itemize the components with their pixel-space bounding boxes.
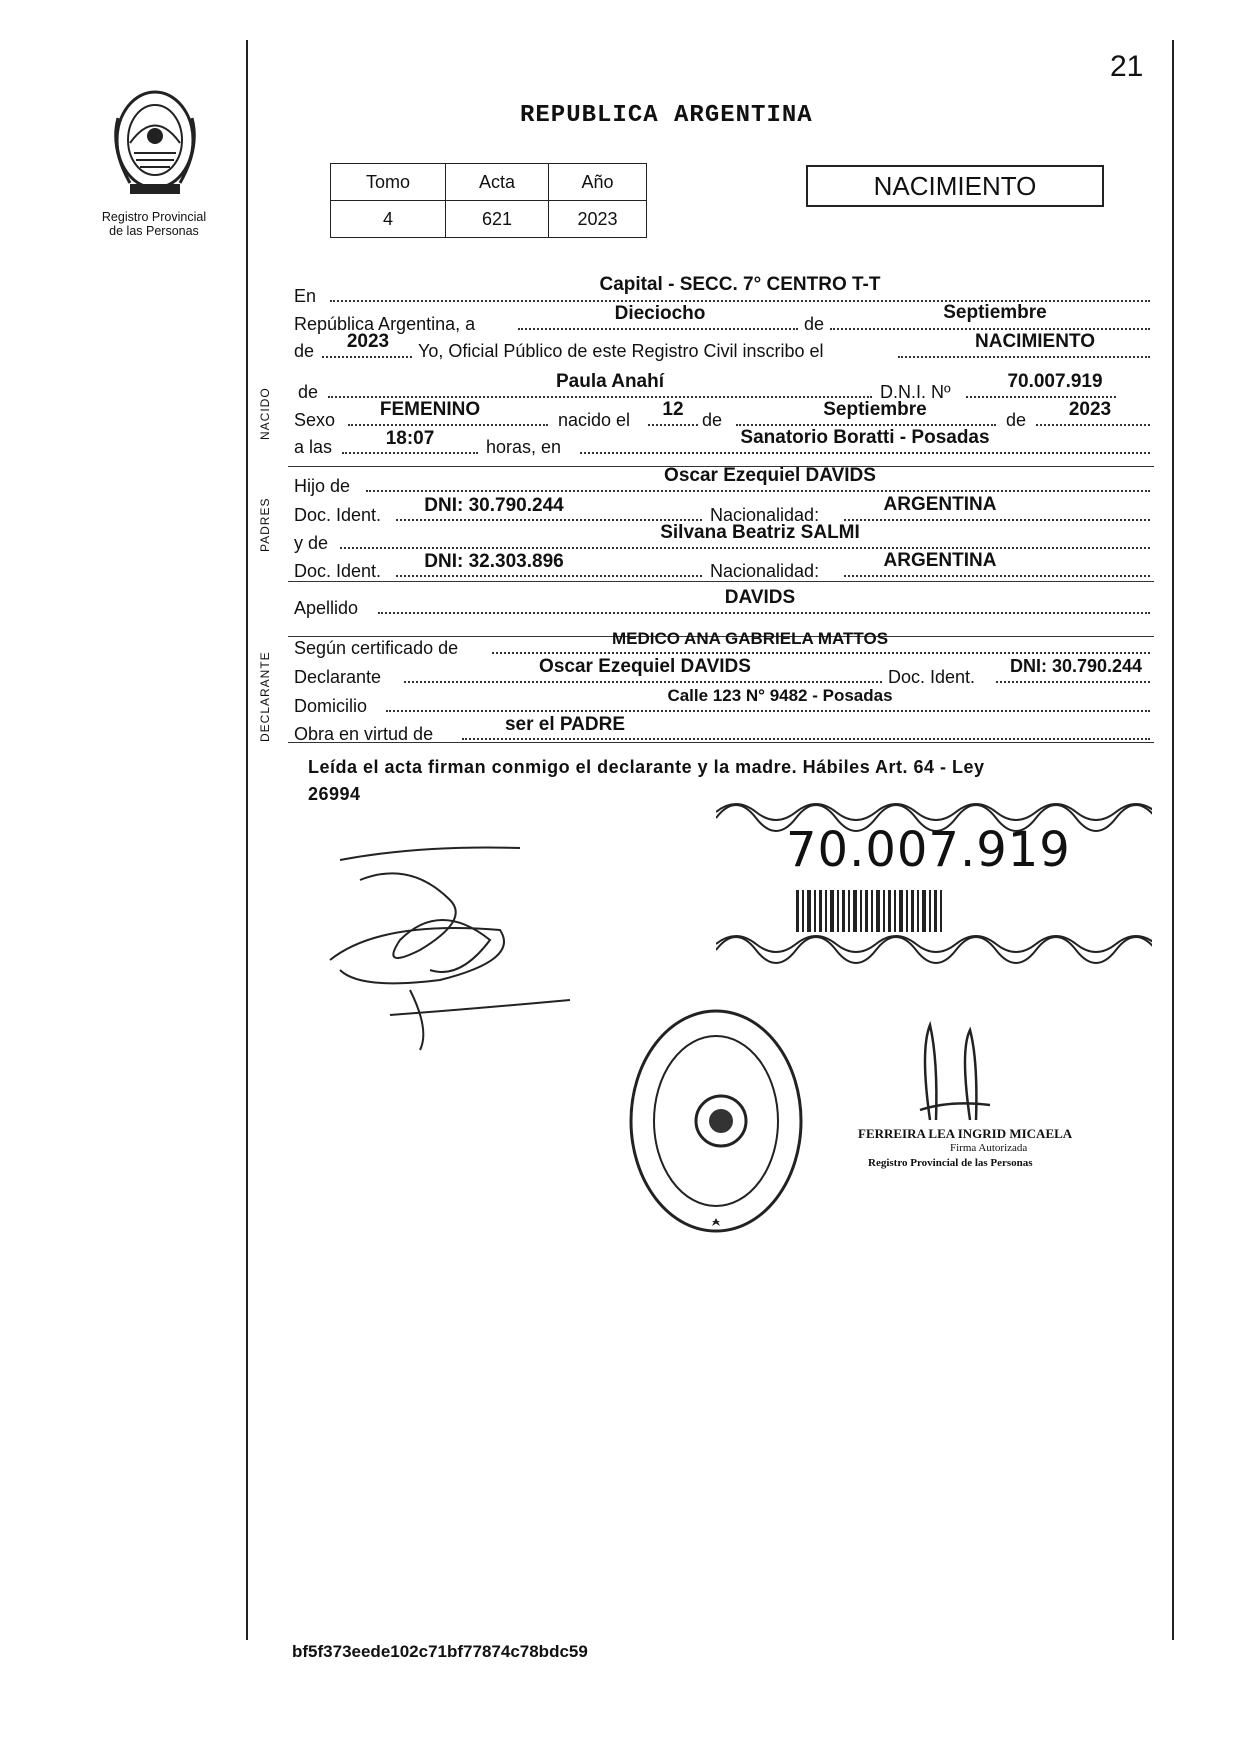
hijo-de-label: Hijo de [294, 476, 351, 496]
birth-time: 18:07 [385, 428, 435, 449]
domicilio-label: Domicilio [294, 696, 368, 716]
register-value-anio: 2023 [549, 201, 647, 238]
birth-day-dots [648, 424, 698, 426]
birth-year-dots [1036, 424, 1150, 426]
birth-place: Sanatorio Boratti - Posadas [740, 427, 990, 448]
birth-month-dots [736, 424, 996, 426]
father-name: Oscar Ezequiel DAVIDS [664, 465, 876, 486]
register-value-acta: 621 [446, 201, 549, 238]
logo-caption [84, 210, 224, 238]
register-header-row [331, 164, 647, 201]
day-word: Dieciocho [614, 303, 706, 324]
year-dots [322, 356, 412, 358]
de2-label: de [294, 341, 315, 361]
month-dots [830, 328, 1150, 330]
register-header-acta: Acta [446, 164, 549, 201]
father-doc-dots [396, 519, 702, 521]
child-dni: 70.007.919 [1007, 371, 1103, 392]
de1-label: de [804, 314, 825, 334]
authorized-signature [900, 1020, 1000, 1130]
signer-org: Registro Provincial de las Personas [868, 1157, 1033, 1169]
register-value-row [331, 201, 647, 238]
declarante-doc-dots [996, 681, 1150, 683]
horas-en-label: horas, en [486, 437, 562, 457]
sexo-dots [348, 424, 548, 426]
side-label-padres: PADRES [258, 497, 272, 552]
provincial-logo [100, 88, 210, 198]
doc-ident-label-2: Doc. Ident. [294, 561, 382, 581]
obra-dots [462, 738, 1150, 740]
day-dots [518, 328, 798, 330]
father-doc: DNI: 30.790.244 [424, 495, 564, 516]
mother-doc: DNI: 32.303.896 [424, 551, 564, 572]
segun-label: Según certificado de [294, 638, 459, 658]
birth-place-dots [580, 452, 1150, 454]
y-de-label: y de [294, 533, 329, 553]
stamp-number: 70.007.919 [786, 822, 1071, 878]
declarante-label: Declarante [294, 667, 382, 687]
signer-name: FERREIRA LEA INGRID MICAELA [858, 1126, 1073, 1141]
birth-year: 2023 [1068, 399, 1112, 420]
certificado-value: MEDICO ANA GABRIELA MATTOS [611, 629, 889, 648]
de3-label: de [298, 382, 319, 402]
father-nat: ARGENTINA [883, 494, 997, 515]
birth-day: 12 [662, 399, 684, 420]
domicilio-value: Calle 123 N° 9482 - Posadas [667, 686, 893, 705]
closing-note-line1: Leída el acta firman conmigo el declarante y la madre. Hábiles Art. 64 - Ley [308, 757, 985, 777]
doc-ident-label: Doc. Ident. [294, 505, 382, 525]
register-value-tomo: 4 [331, 201, 446, 238]
en-value: Capital - SECC. 7° CENTRO T-T [599, 274, 881, 295]
nacionalidad-label: Nacionalidad: [710, 505, 820, 525]
year-value: 2023 [346, 331, 390, 352]
declarant-signature [320, 840, 580, 1060]
declarante-doc: DNI: 30.790.244 [1009, 656, 1143, 676]
register-table [330, 163, 647, 238]
register-header-tomo: Tomo [331, 164, 446, 201]
mother-doc-dots [396, 575, 702, 577]
father-name-dots [366, 490, 1150, 492]
act-type-box: NACIMIENTO [806, 165, 1104, 207]
doc-ident-label-3: Doc. Ident. [888, 667, 976, 687]
logo-caption-line2: de las Personas [109, 224, 199, 238]
sexo-value: FEMENINO [379, 399, 481, 420]
de5-label: de [1006, 410, 1027, 430]
side-label-declarante: DECLARANTE [258, 651, 272, 742]
obra-value: ser el PADRE [504, 714, 626, 735]
side-label-nacido: NACIDO [258, 387, 272, 440]
birth-time-dots [342, 452, 478, 454]
declarante-dots [404, 681, 882, 683]
security-stamp [716, 790, 1152, 980]
oficial-text: Yo, Oficial Público de este Registro Civil inscribo el [418, 341, 824, 361]
mother-name: Silvana Beatriz SALMI [660, 522, 860, 543]
child-name: Paula Anahí [555, 371, 665, 392]
signer-role: Firma Autorizada [950, 1142, 1028, 1154]
apellido-dots [378, 612, 1150, 614]
mother-nat-dots [844, 575, 1150, 577]
republica-label: República Argentina, a [294, 314, 476, 334]
certificado-dots [492, 652, 1150, 654]
page-title: REPUBLICA ARGENTINA [520, 102, 813, 129]
page-number: 21 [1110, 50, 1144, 83]
closing-note-line2: 26994 [308, 784, 361, 804]
act-word: NACIMIENTO [975, 331, 1095, 352]
en-label: En [294, 286, 317, 306]
act-word-dots [898, 356, 1150, 358]
de4-label: de [702, 410, 723, 430]
nacionalidad-label-2: Nacionalidad: [710, 561, 820, 581]
domicilio-dots [386, 710, 1150, 712]
left-margin-line [246, 40, 248, 1640]
register-header-anio: Año [549, 164, 647, 201]
obra-label: Obra en virtud de [294, 724, 434, 744]
month-value: Septiembre [943, 302, 1047, 323]
right-margin-line [1172, 40, 1174, 1640]
birth-month: Septiembre [823, 399, 927, 420]
child-name-dots [328, 396, 872, 398]
father-nat-dots [844, 519, 1150, 521]
nacido-el-label: nacido el [558, 410, 631, 430]
a-las-label: a las [294, 437, 333, 457]
official-seal [626, 1006, 806, 1236]
apellido-label: Apellido [294, 598, 359, 618]
declarante-value: Oscar Ezequiel DAVIDS [539, 656, 751, 677]
logo-caption-line1: Registro Provincial [101, 210, 207, 224]
dni-label: D.N.I. Nº [880, 382, 951, 402]
child-dni-dots [966, 396, 1116, 398]
sexo-label: Sexo [294, 410, 336, 430]
apellido-value: DAVIDS [724, 587, 796, 608]
mother-name-dots [340, 547, 1150, 549]
mother-nat: ARGENTINA [883, 550, 997, 571]
document-hash: bf5f373eede102c71bf77874c78bdc59 [292, 1642, 588, 1661]
